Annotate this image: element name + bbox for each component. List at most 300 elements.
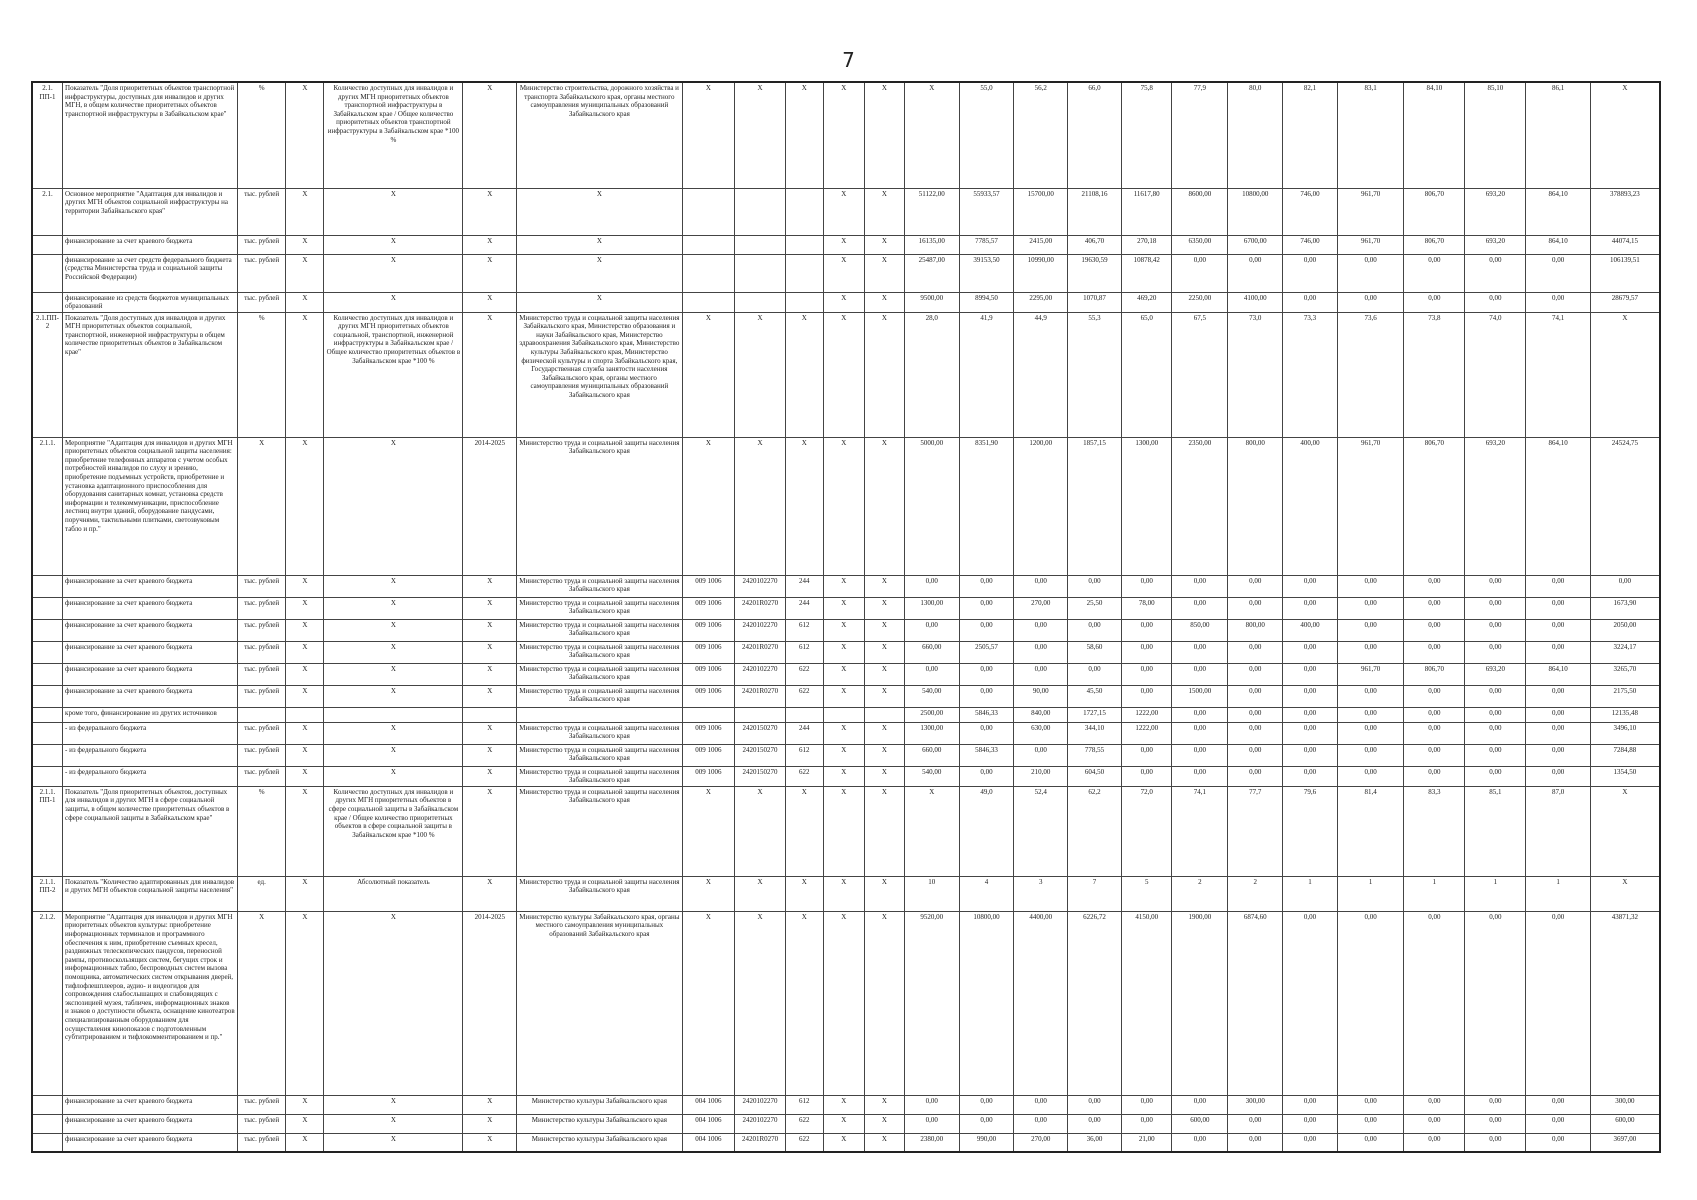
cell-x-col-2: X [823, 1095, 864, 1114]
table-row [32, 766, 1660, 786]
cell-y2017: 0,00 [1068, 619, 1122, 641]
cell-y2017: 25,50 [1068, 597, 1122, 619]
cell-kvr: X [785, 312, 823, 437]
cell-grbs [682, 235, 735, 254]
cell-y2022: 961,70 [1337, 235, 1403, 254]
cell-y2018: 0,00 [1121, 641, 1172, 663]
cell-y2022: 83,1 [1337, 82, 1403, 188]
cell-x-col-2: X [823, 663, 864, 685]
cell-period: X [463, 235, 517, 254]
cell-unit: тыс. рублей [237, 1095, 285, 1114]
cell-y2025: 864,10 [1526, 188, 1590, 235]
cell-y2022: 81,4 [1337, 786, 1403, 876]
cell-x-col: X [286, 663, 324, 685]
cell-y2016: 2415,00 [1014, 235, 1068, 254]
cell-period: X [463, 876, 517, 911]
cell-y2025: 0,00 [1526, 292, 1590, 312]
cell-x-col-3: X [864, 663, 904, 685]
cell-x-col: X [286, 188, 324, 235]
cell-y2016: 1200,00 [1014, 437, 1068, 575]
cell-y2022: 0,00 [1337, 597, 1403, 619]
cell-y2022: 0,00 [1337, 575, 1403, 597]
cell-y2014: 0,00 [904, 575, 959, 597]
table-row [32, 597, 1660, 619]
cell-executor: Министерство культуры Забайкальского края, органы местного самоуправления муниципальных образований Забайкальского края [517, 911, 682, 1095]
cell-grbs [682, 254, 735, 292]
cell-period: 2014-2025 [463, 437, 517, 575]
cell-total: 44074,15 [1590, 235, 1660, 254]
cell-y2017: 58,60 [1068, 641, 1122, 663]
cell-x-col-3: X [864, 722, 904, 744]
cell-x-col-2: X [823, 254, 864, 292]
table-row [32, 235, 1660, 254]
cell-kcsr: X [735, 911, 786, 1095]
cell-y2020: 0,00 [1228, 575, 1283, 597]
cell-y2023: 0,00 [1404, 911, 1465, 1095]
cell-y2022: 0,00 [1337, 707, 1403, 722]
cell-total: 1673,90 [1590, 597, 1660, 619]
cell-y2024: 0,00 [1465, 911, 1526, 1095]
cell-y2025: 864,10 [1526, 663, 1590, 685]
cell-x-col-2: X [823, 188, 864, 235]
cell-y2024: 1 [1465, 876, 1526, 911]
cell-name: финансирование за счет средств федерального бюджета (средства Министерства труда и социальной защиты Российской Федерации) [63, 254, 238, 292]
cell-kcsr: 24201R0270 [735, 641, 786, 663]
cell-unit: тыс. рублей [237, 597, 285, 619]
cell-x-col-2: X [823, 876, 864, 911]
cell-x-col-2: X [823, 786, 864, 876]
cell-y2024: 85,1 [1465, 786, 1526, 876]
cell-y2024: 0,00 [1465, 575, 1526, 597]
cell-y2021: 400,00 [1283, 437, 1338, 575]
cell-x-col-3: X [864, 254, 904, 292]
cell-y2023: 0,00 [1404, 254, 1465, 292]
cell-y2021: 746,00 [1283, 188, 1338, 235]
cell-y2020: 0,00 [1228, 766, 1283, 786]
cell-y2025: 0,00 [1526, 685, 1590, 707]
cell-x-col: X [286, 292, 324, 312]
cell-code: 2.1. [32, 188, 63, 235]
table-row [32, 641, 1660, 663]
cell-unit: тыс. рублей [237, 235, 285, 254]
cell-y2014: 2380,00 [904, 1133, 959, 1152]
cell-unit: % [237, 82, 285, 188]
cell-x-col: X [286, 1133, 324, 1152]
cell-period: X [463, 575, 517, 597]
cell-y2015: 7785,57 [959, 235, 1014, 254]
cell-y2019: 1500,00 [1172, 685, 1228, 707]
cell-x-col [286, 707, 324, 722]
cell-name: Показатель "Доля приоритетных объектов, доступных для инвалидов и других МГН в сфере социальной защиты, в общем количестве приоритетных объектов в сфере социальной защиты в Забайкальском крае" [63, 786, 238, 876]
cell-y2019: 2250,00 [1172, 292, 1228, 312]
cell-y2025: 0,00 [1526, 641, 1590, 663]
cell-y2020: 800,00 [1228, 619, 1283, 641]
cell-x-col-3: X [864, 188, 904, 235]
cell-y2022: 0,00 [1337, 744, 1403, 766]
cell-y2014: X [904, 82, 959, 188]
cell-kvr: 612 [785, 619, 823, 641]
cell-y2020: 0,00 [1228, 597, 1283, 619]
cell-y2016: 630,00 [1014, 722, 1068, 744]
cell-method: X [324, 575, 463, 597]
cell-y2022: 0,00 [1337, 766, 1403, 786]
cell-kvr: X [785, 911, 823, 1095]
cell-y2018: 5 [1121, 876, 1172, 911]
table-row [32, 876, 1660, 911]
cell-grbs: 009 1006 [682, 641, 735, 663]
cell-code: 2.1.2. [32, 911, 63, 1095]
cell-y2019: 0,00 [1172, 744, 1228, 766]
cell-y2023: 0,00 [1404, 292, 1465, 312]
cell-y2025: 0,00 [1526, 254, 1590, 292]
cell-y2024: 74,0 [1465, 312, 1526, 437]
cell-x-col-2: X [823, 1133, 864, 1152]
cell-x-col-3: X [864, 766, 904, 786]
cell-y2018: 0,00 [1121, 685, 1172, 707]
cell-code [32, 1114, 63, 1133]
cell-kcsr: 2420102270 [735, 663, 786, 685]
cell-kcsr: 2420102270 [735, 619, 786, 641]
cell-executor: Министерство труда и социальной защиты населения Забайкальского края [517, 437, 682, 575]
cell-y2023: 0,00 [1404, 597, 1465, 619]
cell-y2015: 49,0 [959, 786, 1014, 876]
cell-y2018: 21,00 [1121, 1133, 1172, 1152]
cell-kcsr: 2420102270 [735, 1114, 786, 1133]
cell-y2025: 864,10 [1526, 235, 1590, 254]
cell-y2023: 0,00 [1404, 641, 1465, 663]
cell-executor: X [517, 188, 682, 235]
cell-grbs: 009 1006 [682, 619, 735, 641]
cell-y2016: 270,00 [1014, 1133, 1068, 1152]
cell-y2023: 0,00 [1404, 1114, 1465, 1133]
cell-executor: Министерство строительства, дорожного хозяйства и транспорта Забайкальского края, органы местного самоуправления муниципальных образований Забайкальского края [517, 82, 682, 188]
cell-x-col-2: X [823, 312, 864, 437]
cell-y2025: 86,1 [1526, 82, 1590, 188]
cell-y2024: 0,00 [1465, 619, 1526, 641]
cell-y2018: 0,00 [1121, 575, 1172, 597]
table-row [32, 188, 1660, 235]
cell-x-col: X [286, 1095, 324, 1114]
cell-y2015: 55,0 [959, 82, 1014, 188]
cell-name: финансирование за счет краевого бюджета [63, 1133, 238, 1152]
cell-y2022: 73,6 [1337, 312, 1403, 437]
cell-y2020: 80,0 [1228, 82, 1283, 188]
cell-kcsr [735, 707, 786, 722]
cell-y2015: 0,00 [959, 685, 1014, 707]
cell-y2024: 0,00 [1465, 1133, 1526, 1152]
cell-code [32, 597, 63, 619]
cell-x-col-2: X [823, 292, 864, 312]
cell-y2021: 0,00 [1283, 685, 1338, 707]
cell-method: X [324, 685, 463, 707]
cell-y2025: 0,00 [1526, 707, 1590, 722]
cell-y2017: 55,3 [1068, 312, 1122, 437]
cell-y2018: 1300,00 [1121, 437, 1172, 575]
cell-code: 2.1.1. ПП-2 [32, 876, 63, 911]
cell-y2021: 0,00 [1283, 641, 1338, 663]
cell-method: X [324, 663, 463, 685]
cell-y2022: 0,00 [1337, 619, 1403, 641]
cell-total: 2175,50 [1590, 685, 1660, 707]
cell-y2022: 1 [1337, 876, 1403, 911]
cell-executor: X [517, 254, 682, 292]
cell-y2015: 0,00 [959, 619, 1014, 641]
cell-kcsr: X [735, 82, 786, 188]
cell-y2023: 0,00 [1404, 575, 1465, 597]
cell-executor: X [517, 292, 682, 312]
cell-grbs: 009 1006 [682, 597, 735, 619]
cell-y2025: 864,10 [1526, 437, 1590, 575]
cell-x-col-2: X [823, 235, 864, 254]
cell-total: 2050,00 [1590, 619, 1660, 641]
table-row [32, 685, 1660, 707]
cell-y2018: 469,20 [1121, 292, 1172, 312]
cell-kcsr: X [735, 437, 786, 575]
cell-y2024: 693,20 [1465, 188, 1526, 235]
cell-y2016: 840,00 [1014, 707, 1068, 722]
cell-y2018: 72,0 [1121, 786, 1172, 876]
cell-y2015: 55933,57 [959, 188, 1014, 235]
cell-method: Абсолютный показатель [324, 876, 463, 911]
cell-y2014: 2500,00 [904, 707, 959, 722]
cell-kcsr: 24201R0270 [735, 1133, 786, 1152]
cell-name: финансирование за счет краевого бюджета [63, 619, 238, 641]
cell-y2021: 0,00 [1283, 766, 1338, 786]
cell-y2019: 0,00 [1172, 575, 1228, 597]
cell-y2019: 77,9 [1172, 82, 1228, 188]
cell-y2021: 0,00 [1283, 292, 1338, 312]
cell-y2019: 0,00 [1172, 766, 1228, 786]
cell-x-col-3: X [864, 235, 904, 254]
cell-name: Мероприятие "Адаптация для инвалидов и других МГН приоритетных объектов социальной защиты населения: приобретение телефонных аппаратов с учетом особых потребностей инвалидов по слуху и зрению, приобретение подъемных устройств, приобретение и установка адаптационного приспособления для оборудования санитарных комнат, установка средств информации и телекоммуникации, приспособление лестниц внутри зданий, оборудование пандусами, поручнями, тактильными плитками, светозвуковым табло и пр." [63, 437, 238, 575]
cell-grbs: X [682, 911, 735, 1095]
cell-y2024: 0,00 [1465, 707, 1526, 722]
cell-y2020: 0,00 [1228, 641, 1283, 663]
cell-method: X [324, 1133, 463, 1152]
cell-total: X [1590, 312, 1660, 437]
cell-kcsr: X [735, 876, 786, 911]
cell-unit: тыс. рублей [237, 575, 285, 597]
cell-y2018: 270,18 [1121, 235, 1172, 254]
cell-kvr: 244 [785, 722, 823, 744]
cell-unit: тыс. рублей [237, 685, 285, 707]
cell-x-col-2: X [823, 641, 864, 663]
cell-x-col-3: X [864, 911, 904, 1095]
cell-y2015: 0,00 [959, 597, 1014, 619]
cell-method: X [324, 292, 463, 312]
cell-x-col: X [286, 575, 324, 597]
cell-y2014: 660,00 [904, 744, 959, 766]
cell-y2014: 9520,00 [904, 911, 959, 1095]
cell-y2017: 66,0 [1068, 82, 1122, 188]
cell-x-col-3: X [864, 597, 904, 619]
cell-y2019: 0,00 [1172, 597, 1228, 619]
cell-y2018: 11617,80 [1121, 188, 1172, 235]
cell-y2023: 806,70 [1404, 188, 1465, 235]
table-row [32, 1095, 1660, 1114]
cell-code [32, 575, 63, 597]
cell-y2021: 400,00 [1283, 619, 1338, 641]
cell-total: X [1590, 82, 1660, 188]
table-row [32, 82, 1660, 188]
cell-total: 600,00 [1590, 1114, 1660, 1133]
cell-y2016: 10990,00 [1014, 254, 1068, 292]
cell-kvr: X [785, 876, 823, 911]
cell-x-col: X [286, 766, 324, 786]
cell-y2016: 0,00 [1014, 1095, 1068, 1114]
cell-grbs: X [682, 437, 735, 575]
cell-method: X [324, 254, 463, 292]
cell-y2015: 0,00 [959, 1095, 1014, 1114]
cell-executor: Министерство труда и социальной защиты населения Забайкальского края [517, 786, 682, 876]
cell-unit: X [237, 911, 285, 1095]
cell-name: финансирование за счет краевого бюджета [63, 1114, 238, 1133]
cell-x-col-3 [864, 707, 904, 722]
cell-name: - из федерального бюджета [63, 744, 238, 766]
cell-kcsr: 2420102270 [735, 575, 786, 597]
cell-period: X [463, 312, 517, 437]
cell-y2024: 0,00 [1465, 254, 1526, 292]
cell-y2016: 90,00 [1014, 685, 1068, 707]
cell-total: 0,00 [1590, 575, 1660, 597]
cell-y2025: 0,00 [1526, 597, 1590, 619]
cell-kcsr [735, 188, 786, 235]
cell-y2020: 77,7 [1228, 786, 1283, 876]
cell-x-col: X [286, 786, 324, 876]
cell-x-col-2: X [823, 437, 864, 575]
table-row [32, 722, 1660, 744]
cell-y2014: 0,00 [904, 619, 959, 641]
cell-executor: Министерство труда и социальной защиты населения Забайкальского края [517, 766, 682, 786]
cell-code [32, 641, 63, 663]
cell-y2024: 0,00 [1465, 744, 1526, 766]
cell-y2017: 0,00 [1068, 663, 1122, 685]
cell-y2022: 961,70 [1337, 437, 1403, 575]
cell-code [32, 707, 63, 722]
cell-name: финансирование из средств бюджетов муниципальных образований [63, 292, 238, 312]
cell-unit: тыс. рублей [237, 663, 285, 685]
table-row [32, 312, 1660, 437]
cell-y2016: 52,4 [1014, 786, 1068, 876]
cell-method: Количество доступных для инвалидов и других МГН приоритетных объектов в сфере социальной защиты в Забайкальском крае / Общее количество приоритетных объектов в сфере социальной защиты в Забайкальском крае *100 % [324, 786, 463, 876]
cell-kcsr: X [735, 786, 786, 876]
cell-kcsr: 2420150270 [735, 722, 786, 744]
cell-y2017: 0,00 [1068, 1114, 1122, 1133]
cell-method: X [324, 597, 463, 619]
cell-total: 3224,17 [1590, 641, 1660, 663]
cell-y2015: 0,00 [959, 1114, 1014, 1133]
cell-y2024: 0,00 [1465, 685, 1526, 707]
cell-code: 2.1.1. [32, 437, 63, 575]
cell-y2024: 693,20 [1465, 663, 1526, 685]
cell-kcsr [735, 292, 786, 312]
cell-y2015: 8994,50 [959, 292, 1014, 312]
cell-grbs: 009 1006 [682, 685, 735, 707]
cell-period: X [463, 766, 517, 786]
cell-y2020: 10800,00 [1228, 188, 1283, 235]
program-indicators-table [31, 81, 1661, 1153]
cell-x-col-2 [823, 707, 864, 722]
cell-period: X [463, 663, 517, 685]
cell-executor: Министерство культуры Забайкальского края [517, 1095, 682, 1114]
table-row [32, 707, 1660, 722]
cell-y2024: 0,00 [1465, 766, 1526, 786]
cell-y2020: 73,0 [1228, 312, 1283, 437]
cell-y2017: 19630,59 [1068, 254, 1122, 292]
cell-y2019: 0,00 [1172, 1095, 1228, 1114]
table-row [32, 1114, 1660, 1133]
cell-total: 378893,23 [1590, 188, 1660, 235]
cell-kvr [785, 254, 823, 292]
cell-period: X [463, 786, 517, 876]
cell-x-col: X [286, 437, 324, 575]
cell-period: X [463, 744, 517, 766]
cell-method: Количество доступных для инвалидов и других МГН приоритетных объектов социальной, транспортной, инженерной инфраструктуры в Забайкальском крае / Общее количество приоритетных объектов в Забайкальском крае *100 % [324, 312, 463, 437]
cell-x-col-2: X [823, 575, 864, 597]
cell-kcsr: X [735, 312, 786, 437]
cell-executor: Министерство труда и социальной защиты населения Забайкальского края [517, 685, 682, 707]
cell-y2023: 0,00 [1404, 707, 1465, 722]
cell-unit: тыс. рублей [237, 619, 285, 641]
cell-x-col-3: X [864, 82, 904, 188]
cell-name: финансирование за счет краевого бюджета [63, 685, 238, 707]
cell-grbs: X [682, 82, 735, 188]
cell-y2018: 78,00 [1121, 597, 1172, 619]
cell-kvr: 622 [785, 663, 823, 685]
cell-y2019: 2350,00 [1172, 437, 1228, 575]
cell-y2018: 75,8 [1121, 82, 1172, 188]
cell-grbs: X [682, 312, 735, 437]
cell-executor: Министерство труда и социальной защиты населения Забайкальского края [517, 663, 682, 685]
cell-y2015: 0,00 [959, 663, 1014, 685]
cell-kvr: X [785, 786, 823, 876]
cell-y2015: 5846,33 [959, 744, 1014, 766]
cell-x-col: X [286, 911, 324, 1095]
cell-y2014: 0,00 [904, 1114, 959, 1133]
cell-unit: тыс. рублей [237, 1133, 285, 1152]
cell-period: X [463, 1095, 517, 1114]
cell-y2017: 778,55 [1068, 744, 1122, 766]
cell-y2022: 961,70 [1337, 188, 1403, 235]
cell-y2014: 9500,00 [904, 292, 959, 312]
cell-y2022: 0,00 [1337, 911, 1403, 1095]
cell-y2023: 0,00 [1404, 766, 1465, 786]
cell-y2021: 0,00 [1283, 575, 1338, 597]
cell-y2017: 6226,72 [1068, 911, 1122, 1095]
cell-period: X [463, 619, 517, 641]
cell-code [32, 722, 63, 744]
cell-name: Показатель "Доля приоритетных объектов транспортной инфраструктуры, доступных для инвалидов и других МГН, в общем количестве приоритетных объектов транспортной инфраструктуры в Забайкальском крае" [63, 82, 238, 188]
cell-y2018: 0,00 [1121, 1114, 1172, 1133]
cell-total: 12135,48 [1590, 707, 1660, 722]
cell-total: 28679,57 [1590, 292, 1660, 312]
cell-y2021: 0,00 [1283, 663, 1338, 685]
cell-y2015: 2505,57 [959, 641, 1014, 663]
cell-total: X [1590, 876, 1660, 911]
cell-y2022: 0,00 [1337, 254, 1403, 292]
cell-y2020: 300,00 [1228, 1095, 1283, 1114]
cell-unit: X [237, 437, 285, 575]
cell-kvr: X [785, 437, 823, 575]
cell-y2021: 0,00 [1283, 1095, 1338, 1114]
cell-grbs: 004 1006 [682, 1095, 735, 1114]
cell-method: X [324, 641, 463, 663]
cell-y2014: 1300,00 [904, 597, 959, 619]
cell-x-col-3: X [864, 1095, 904, 1114]
cell-name: финансирование за счет краевого бюджета [63, 1095, 238, 1114]
cell-y2020: 0,00 [1228, 1114, 1283, 1133]
cell-grbs: 009 1006 [682, 722, 735, 744]
